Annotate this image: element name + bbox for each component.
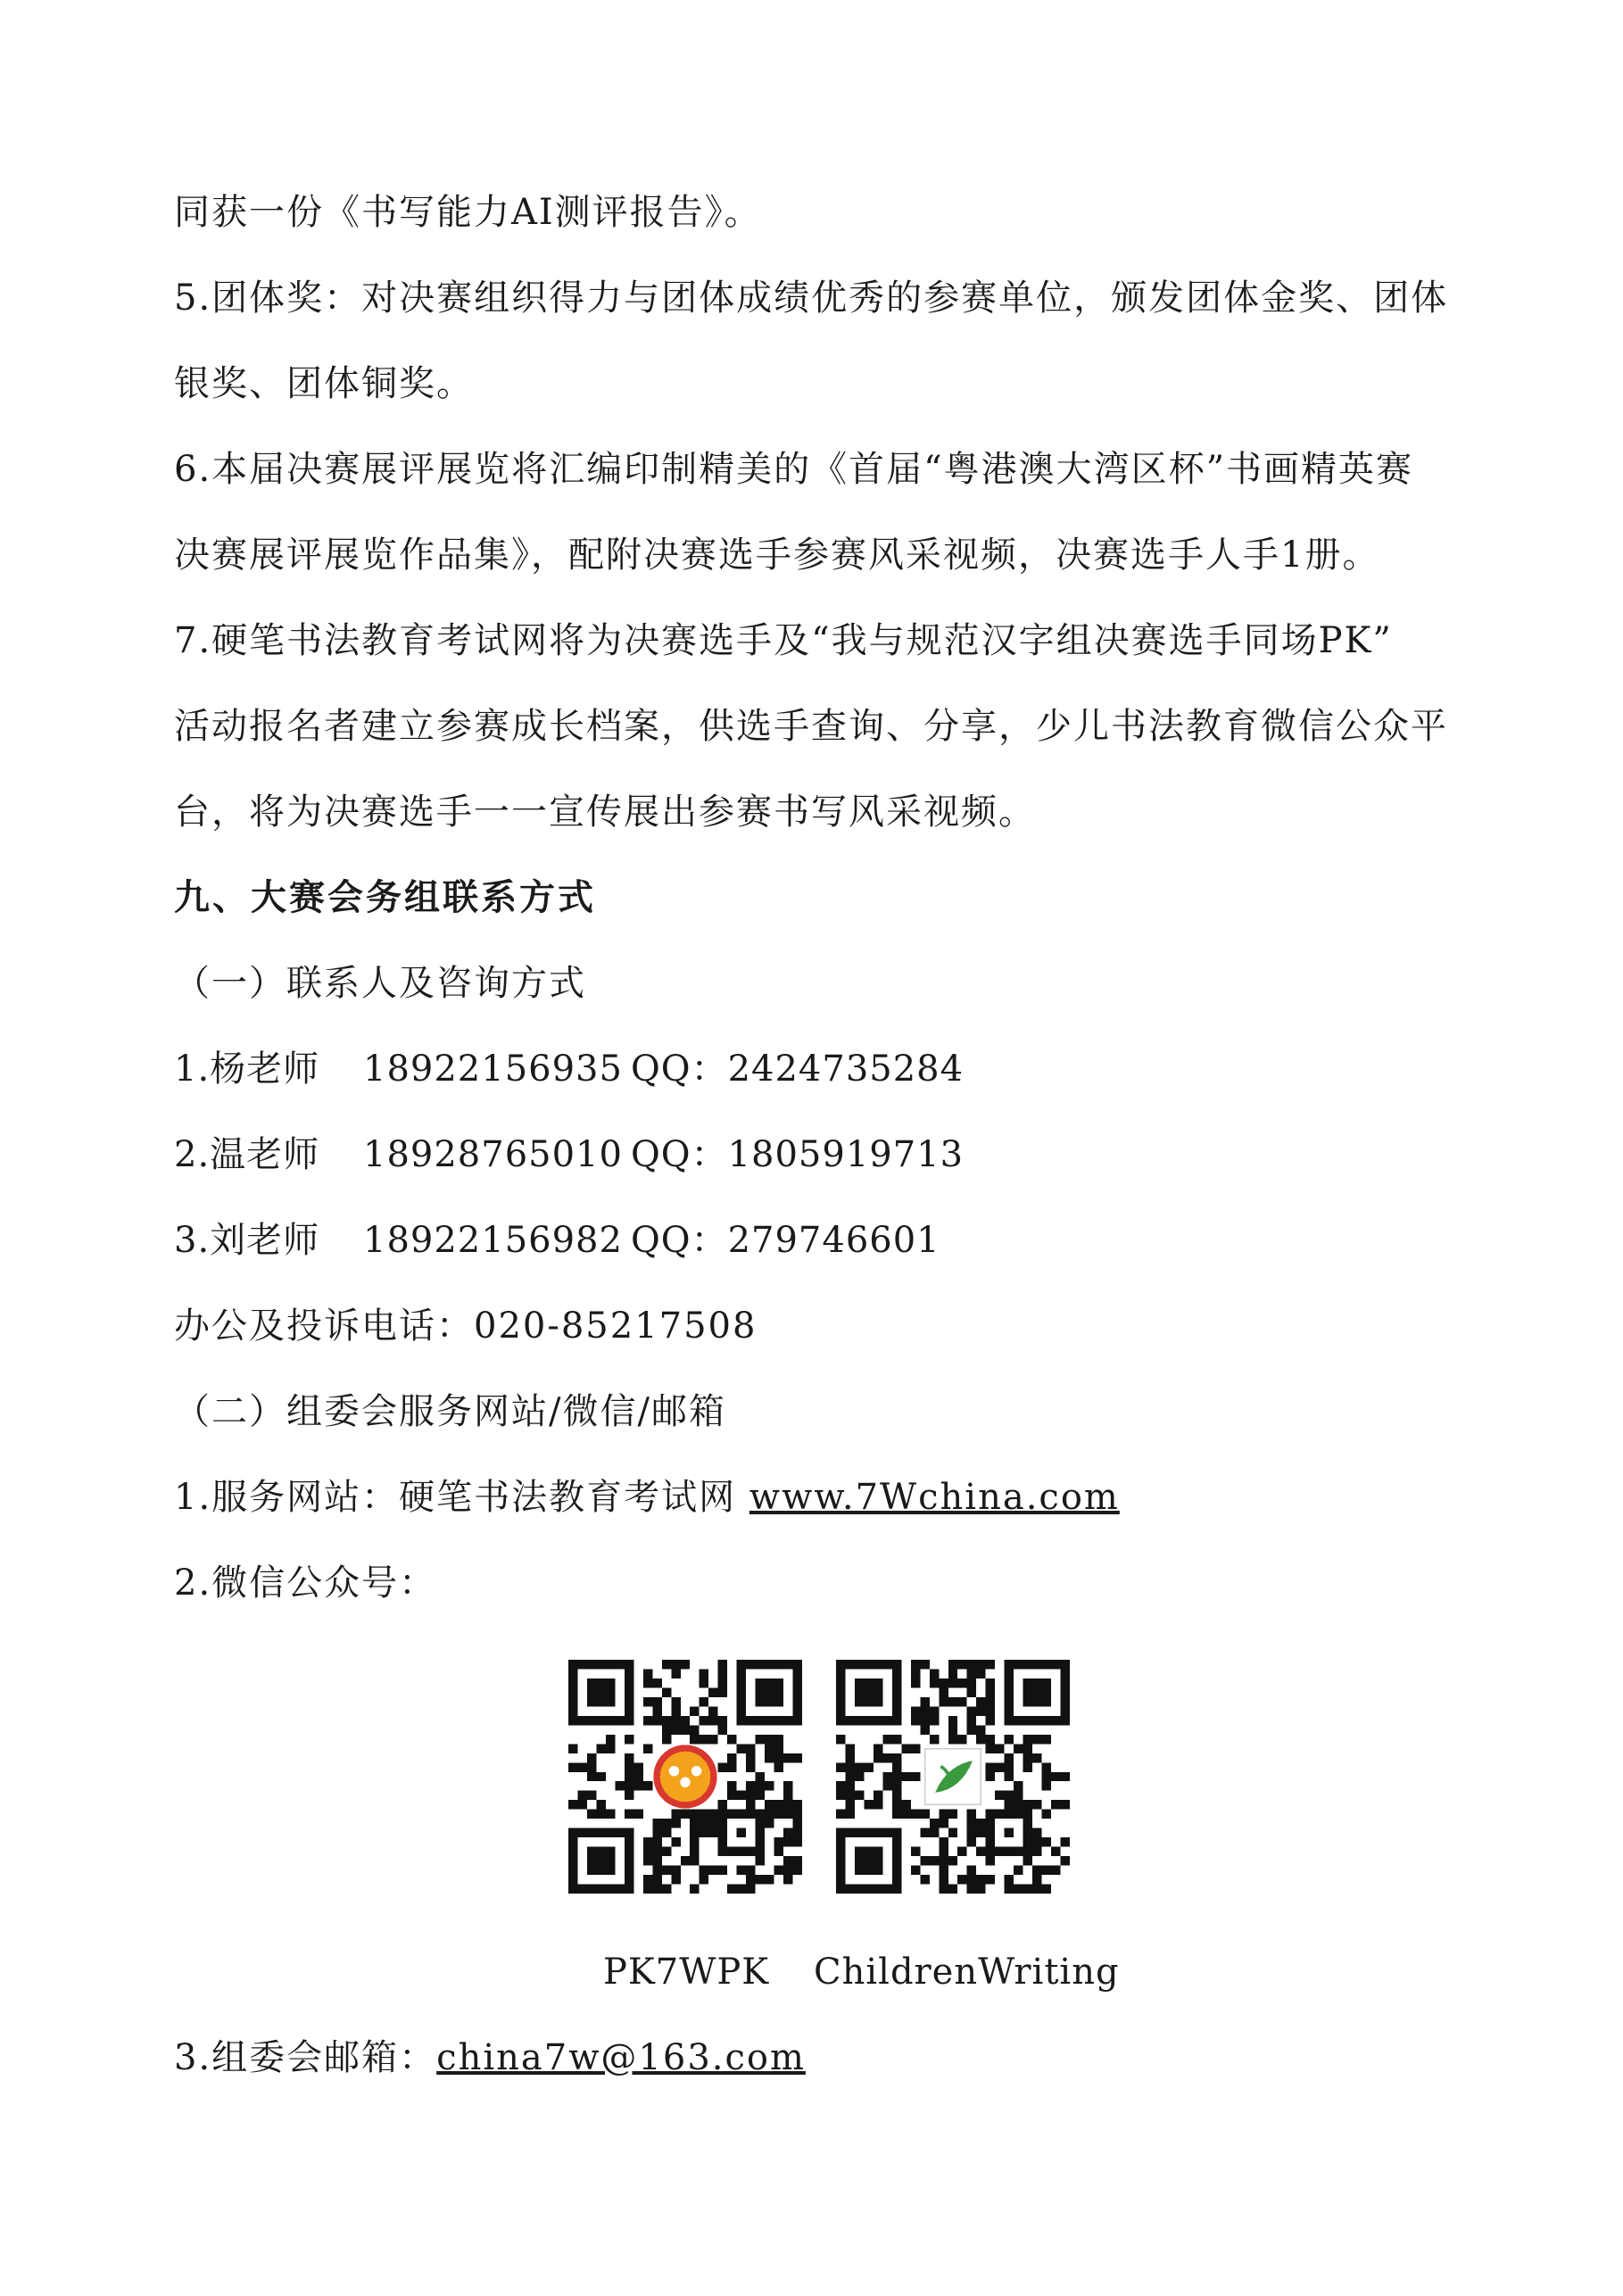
contacts-subheading: （一）联系人及咨询方式 — [174, 963, 586, 1004]
wechat-label: 2.微信公众号： — [174, 1562, 437, 1604]
contact-phone: 18922156935 — [363, 1049, 623, 1090]
email-line — [174, 2036, 806, 2079]
website-line — [174, 1476, 1120, 1519]
contact-name: 3.刘老师 — [174, 1220, 320, 1261]
email-label: 3.组委会邮箱： — [174, 2037, 437, 2078]
leaf-logo-icon — [925, 1749, 981, 1805]
section-9-heading: 九、大赛会务组联系方式 — [174, 877, 596, 918]
archive-line-3: 台，将为决赛选手一一宣传展出参赛书写风采视频。 — [174, 792, 1036, 833]
qr-caption-1: PK7WPK — [603, 1952, 770, 1993]
qr-caption-2: ChildrenWriting — [814, 1952, 1120, 1993]
team-award-line-2: 银奖、团体铜奖。 — [174, 363, 474, 404]
website-link[interactable]: www.7Wchina.com — [749, 1477, 1120, 1518]
award-ai-report-text: 同获一份《书写能力AI测评报告》。 — [174, 192, 762, 233]
album-line-2: 决赛展评展览作品集》，配附决赛选手参赛风采视频，决赛选手人手1册。 — [174, 535, 1380, 576]
contact-name: 2.温老师 — [174, 1134, 320, 1175]
contact-qq: QQ：1805919713 — [631, 1134, 965, 1175]
team-award-line-1: 5.团体奖：对决赛组织得力与团体成绩优秀的参赛单位，颁发团体金奖、团体 — [174, 278, 1449, 319]
archive-line-2: 活动报名者建立参赛成长档案，供选手查询、分享，少儿书法教育微信公众平 — [174, 706, 1448, 747]
archive-line-1: 7.硬笔书法教育考试网将为决赛选手及“我与规范汉字组决赛选手同场PK” — [174, 620, 1393, 661]
contact-qq: QQ：2424735284 — [631, 1049, 965, 1090]
service-subheading: （二）组委会服务网站/微信/邮箱 — [174, 1391, 726, 1432]
qr-code-pk7wpk — [568, 1660, 802, 1894]
contact-name: 1.杨老师 — [174, 1049, 320, 1090]
family-logo-icon — [653, 1745, 716, 1808]
email-link[interactable]: china7w@163.com — [436, 2037, 806, 2078]
office-phone: 办公及投诉电话：020-85217508 — [174, 1305, 758, 1347]
contact-phone: 18922156982 — [363, 1220, 623, 1261]
website-label: 1.服务网站：硬笔书法教育考试网 — [174, 1477, 749, 1518]
album-line-1: 6.本届决赛展评展览将汇编印制精美的《首届“粤港澳大湾区杯”书画精英赛 — [174, 449, 1414, 490]
contact-qq: QQ：279746601 — [631, 1220, 940, 1261]
qr-code-childrenwriting — [836, 1660, 1070, 1894]
contact-phone: 18928765010 — [363, 1134, 623, 1175]
